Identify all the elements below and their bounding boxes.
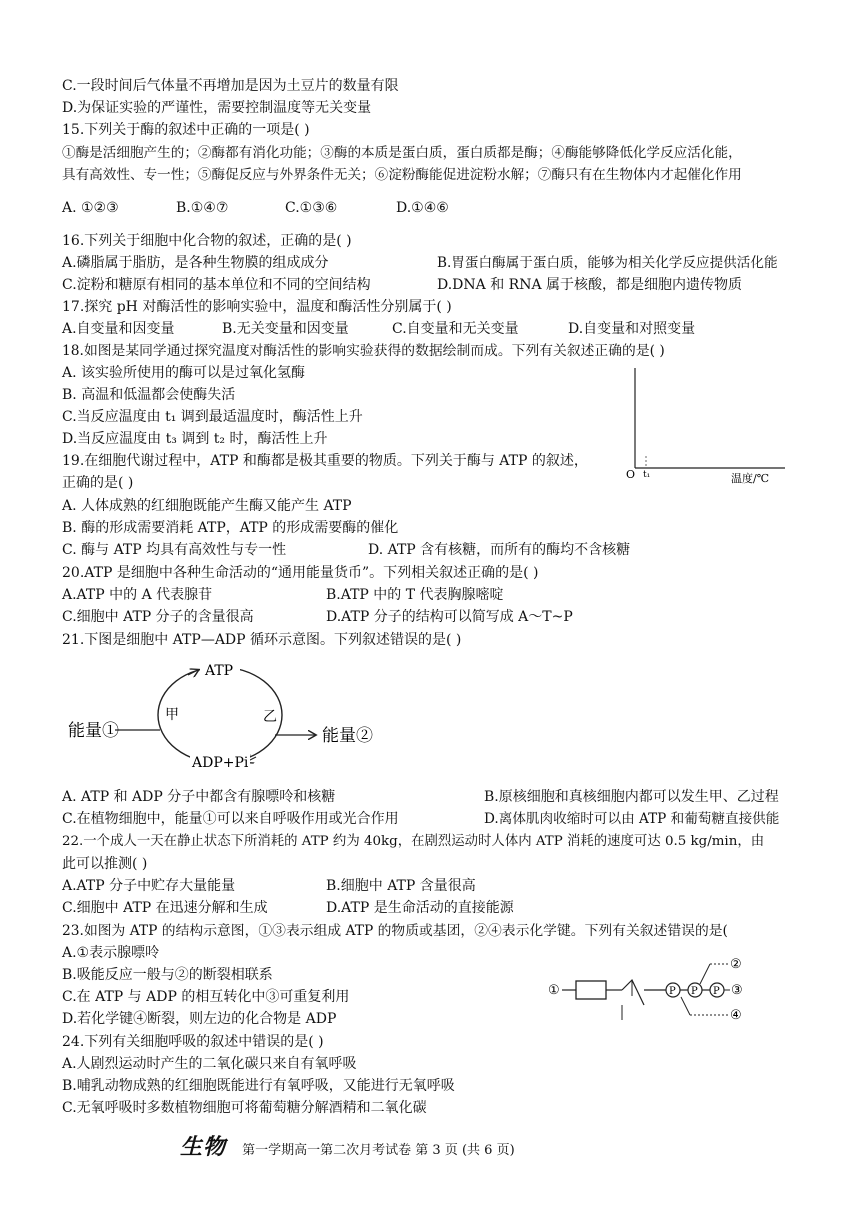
q19-option-d: D. ATP 含有核糖，而所有的酶均不含核糖 — [368, 542, 631, 558]
q22-stem: 22.一个成人一天在静止状态下所消耗的 ATP 约为 40kg，在剧烈运动时人体内 ATP 消耗的速度可达 0.5 kg/min，由 — [62, 834, 765, 849]
cycle-atp-label: ATP — [205, 663, 234, 679]
q22-option-d: D.ATP 是生命活动的直接能源 — [326, 900, 514, 916]
q22-stem-2: 此可以推测( ) — [62, 856, 148, 872]
q15-statements-2: 具有高效性、专一性；⑤酶促反应与外界条件无关；⑥淀粉酶能促进淀粉水解；⑦酶只有在生物体内才起催化作用 — [62, 167, 742, 183]
q15-option-d: D.①④⑥ — [396, 200, 449, 216]
q21-option-a: A. ATP 和 ADP 分子中都含有腺嘌呤和核糖 — [62, 789, 336, 805]
q21-atp-adp-cycle — [60, 655, 400, 775]
q16-option-b: B.胃蛋白酶属于蛋白质，能够为相关化学反应提供活化能 — [437, 255, 778, 271]
q15-statements-1: ①酶是活细胞产生的；②酶都有消化功能；③酶的本质是蛋白质，蛋白质都是酶；④酶能够降低化学反应活化能， — [62, 145, 742, 161]
q21-option-c: C.在植物细胞中，能量①可以来自呼吸作用或光合作用 — [62, 811, 399, 827]
q17-option-d: D.自变量和对照变量 — [568, 321, 696, 337]
q23-option-b: B.吸能反应一般与②的断裂相联系 — [62, 967, 273, 983]
q21-option-b: B.原核细胞和真核细胞内都可以发生甲、乙过程 — [484, 789, 779, 805]
q19-stem: 19.在细胞代谢过程中，ATP 和酶都是极其重要的物质。下列关于酶与 ATP 的叙述， — [62, 453, 588, 469]
q16-option-c: C.淀粉和糖原有相同的基本单位和不同的空间结构 — [62, 277, 371, 293]
atp-label-3: ③ — [731, 983, 743, 998]
q14-option-c: C.一段时间后气体量不再增加是因为土豆片的数量有限 — [62, 78, 399, 94]
graph-t1-label: t₁ — [643, 470, 651, 480]
q20-option-b: B.ATP 中的 T 代表胸腺嘧啶 — [326, 587, 504, 603]
q19-stem-2: 正确的是( ) — [62, 475, 134, 491]
atp-p2-label: P — [691, 986, 698, 997]
q24-stem: 24.下列有关细胞呼吸的叙述中错误的是( ) — [62, 1034, 324, 1050]
q20-option-c: C.细胞中 ATP 分子的含量很高 — [62, 609, 254, 625]
cycle-energy-out-label: 能量② — [322, 726, 373, 746]
q17-option-a: A.自变量和因变量 — [62, 321, 175, 337]
q19-option-a: A. 人体成熟的红细胞既能产生酶又能产生 ATP — [62, 498, 352, 514]
atp-label-1: ① — [548, 983, 560, 998]
q21-option-d: D.离体肌肉收缩时可以由 ATP 和葡萄糖直接供能 — [484, 811, 780, 827]
cycle-energy-in-label: 能量① — [68, 721, 119, 741]
q17-option-b: B.无关变量和因变量 — [222, 321, 349, 337]
atp-label-2: ② — [730, 957, 742, 972]
atp-p1-label: P — [669, 986, 676, 997]
q14-option-d: D.为保证实验的严谨性，需要控制温度等无关变量 — [62, 100, 372, 116]
q23-option-c: C.在 ATP 与 ADP 的相互转化中③可重复利用 — [62, 989, 350, 1005]
q18-option-b: B. 高温和低温都会使酶失活 — [62, 387, 236, 403]
q24-option-b: B.哺乳动物成熟的红细胞既能进行有氧呼吸，又能进行无氧呼吸 — [62, 1078, 455, 1094]
graph-x-label: 温度/℃ — [731, 472, 770, 485]
q18-temperature-graph — [615, 360, 795, 485]
atp-label-4: ④ — [730, 1008, 742, 1023]
q16-option-a: A.磷脂属于脂肪，是各种生物膜的组成成分 — [62, 255, 329, 271]
q19-option-c: C. 酶与 ATP 均具有高效性与专一性 — [62, 542, 287, 558]
q22-option-c: C.细胞中 ATP 在迅速分解和生成 — [62, 900, 268, 916]
q22-option-a: A.ATP 分子中贮存大量能量 — [62, 878, 236, 894]
q24-option-a: A.人剧烈运动时产生的二氧化碳只来自有氧呼吸 — [62, 1056, 357, 1072]
q23-option-d: D.若化学键④断裂，则左边的化合物是 ADP — [62, 1011, 337, 1027]
q20-stem: 20.ATP 是细胞中各种生命活动的“通用能量货币”。下列相关叙述正确的是( ) — [62, 565, 539, 581]
q17-stem: 17.探究 pH 对酶活性的影响实验中，温度和酶活性分别属于( ) — [62, 299, 452, 315]
q16-stem: 16.下列关于细胞中化合物的叙述，正确的是( ) — [62, 233, 352, 249]
q15-option-a: A. ①②③ — [62, 200, 119, 216]
page-footer — [180, 1130, 515, 1161]
atp-p3-label: P — [713, 986, 720, 997]
q15-option-c: C.①③⑥ — [285, 200, 338, 216]
q18-option-a: A. 该实验所使用的酶可以是过氧化氢酶 — [62, 365, 306, 381]
q18-stem: 18.如图是某同学通过探究温度对酶活性的影响实验获得的数据绘制而成。下列有关叙述正确的是( ) — [62, 343, 665, 359]
q21-stem: 21.下图是细胞中 ATP—ADP 循环示意图。下列叙述错误的是( ) — [62, 632, 462, 648]
q18-option-d: D.当反应温度由 t₃ 调到 t₂ 时，酶活性上升 — [62, 431, 328, 447]
q20-option-a: A.ATP 中的 A 代表腺苷 — [62, 587, 213, 603]
q17-option-c: C.自变量和无关变量 — [392, 321, 519, 337]
q23-atp-structure — [540, 950, 765, 1030]
q20-option-d: D.ATP 分子的结构可以简写成 A～T~P — [326, 609, 573, 625]
q23-option-a: A.①表示腺嘌呤 — [62, 945, 160, 961]
q24-option-c: C.无氧呼吸时多数植物细胞可将葡萄糖分解酒精和二氧化碳 — [62, 1100, 427, 1116]
q15-stem: 15.下列关于酶的叙述中正确的一项是( ) — [62, 122, 310, 138]
cycle-adp-label: ADP+Pi — [192, 755, 249, 771]
cycle-jia-label: 甲 — [165, 707, 179, 723]
q15-option-b: B.①④⑦ — [176, 200, 229, 216]
q18-option-c: C.当反应温度由 t₁ 调到最适温度时，酶活性上升 — [62, 409, 363, 425]
atp-ribose-shape — [622, 980, 644, 1005]
cycle-yi-label: 乙 — [263, 709, 277, 725]
q16-option-d: D.DNA 和 RNA 属于核酸，都是细胞内遗传物质 — [437, 277, 743, 293]
graph-origin-label: O — [626, 468, 636, 481]
atp-adenine-box — [576, 981, 606, 999]
footer-subject: 生物 — [180, 1135, 227, 1160]
footer-text: 第一学期高一第二次月考试卷 第 3 页 (共 6 页) — [242, 1143, 515, 1158]
q23-stem: 23.如图为 ATP 的结构示意图，①③表示组成 ATP 的物质或基团，②④表示化学键。下列有关叙述错误的是( — [62, 923, 728, 939]
q22-option-b: B.细胞中 ATP 含量很高 — [326, 878, 476, 894]
q19-option-b: B. 酶的形成需要消耗 ATP，ATP 的形成需要酶的催化 — [62, 520, 399, 536]
